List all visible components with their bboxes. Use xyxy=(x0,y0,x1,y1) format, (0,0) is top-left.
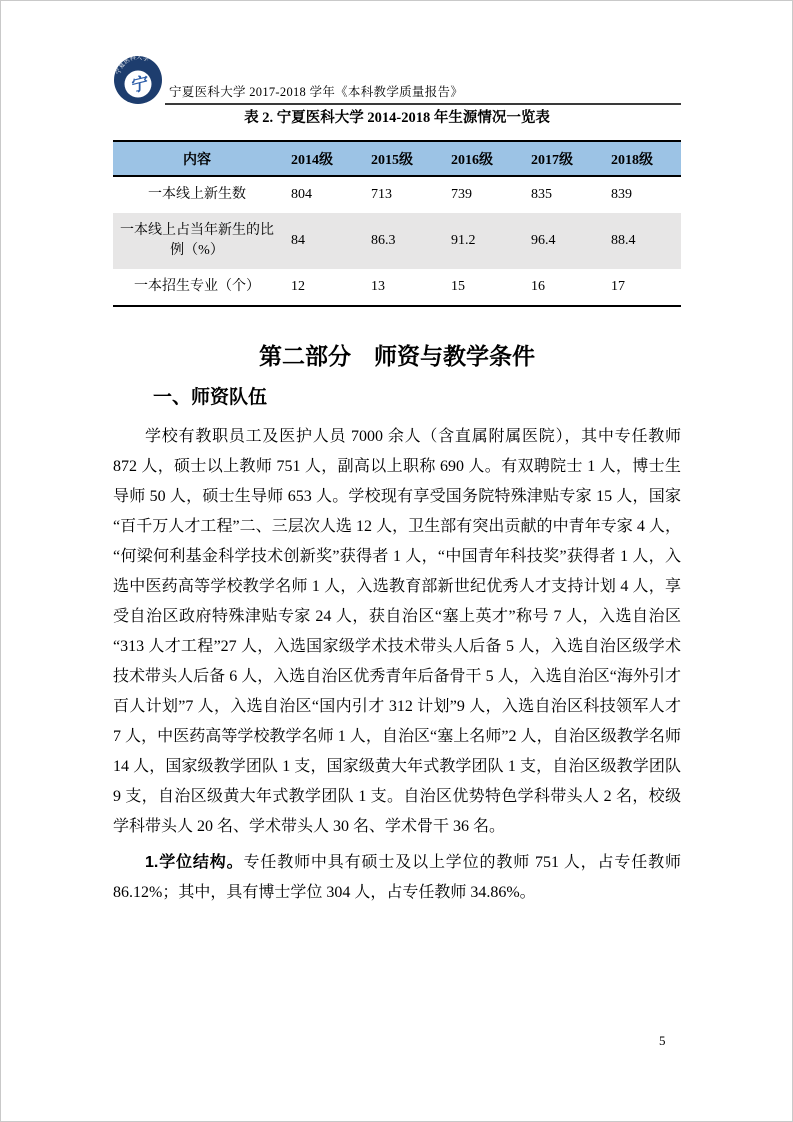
col-header-content: 内容 xyxy=(113,141,281,176)
faculty-paragraph: 学校有教职员工及医护人员 7000 余人（含直属附属医院），其中专任教师 872 人，硕士以上教师 751 人，副高以上职称 690 人。有双聘院士 1 人，博士生导师 50 人，硕士生导师 653 人。学校现有享受国务院特殊津贴专家 15 人，国家“百千万人才工程”二、三层次人选 12 人，卫生部有突出贡献的中青年专家 4 人，“何梁何利基金科学技术创新奖”获得者 1 人，“中国青年科技奖”获得者 1 人，入选中医药高等学校教学名师 1 人，入选教育部新世纪优秀人才支持计划 4 人，享受自治区政府特殊津贴专家 24 人，获自治区“塞上英才”称号 7 人，入选自治区“313 人才工程”27 人，入选国家级学术技术带头人后备 5 人，入选自治区级学术技术带头人后备 6 人，入选自治区优秀青年后备骨干 5 人，入选自治区“海外引才百人计划”7 人，入选自治区“国内引才 312 计划”9 人，入选自治区科技领军人才 7 人，中医药高等学校教学名师 1 人，自治区“塞上名师”2 人，自治区级教学名师 14 人，国家级教学团队 1 支，国家级黄大年式教学团队 1 支，自治区级教学团队 9 支，自治区级黄大年式教学团队 1 支。自治区优势特色学科带头人 2 名，校级学科带头人 20 名、学术带头人 30 名、学术骨干 36 名。 xyxy=(113,428,681,835)
page-number: 5 xyxy=(659,1033,666,1048)
col-header-2015: 2015级 xyxy=(361,141,441,176)
col-header-2017: 2017级 xyxy=(521,141,601,176)
table-row xyxy=(113,213,681,269)
row-label: 一本线上新生数 xyxy=(148,187,246,202)
cell-value: 86.3 xyxy=(371,233,396,248)
table-row xyxy=(113,269,681,306)
subsection-title: 一、师资队伍 xyxy=(153,387,268,408)
col-header-2014: 2014级 xyxy=(281,141,361,176)
cell-value: 12 xyxy=(291,279,305,294)
degree-structure-label: 1.学位结构。 xyxy=(145,854,244,871)
cell-value: 835 xyxy=(531,187,552,202)
cell-value: 713 xyxy=(371,187,392,202)
cell-value: 96.4 xyxy=(531,233,556,248)
cell-value: 88.4 xyxy=(611,233,636,248)
cell-value: 84 xyxy=(291,233,305,248)
enrollment-table xyxy=(113,140,681,307)
row-label: 一本线上占当年新生的比例（%） xyxy=(120,223,274,258)
col-header-2016: 2016级 xyxy=(441,141,521,176)
running-head xyxy=(113,1,681,105)
logo-glyph: 宁 xyxy=(127,73,149,97)
cell-value: 13 xyxy=(371,279,385,294)
cell-value: 16 xyxy=(531,279,545,294)
report-header-title: 宁夏医科大学 2017-2018 学年《本科教学质量报告》 xyxy=(165,85,681,105)
table-header-row xyxy=(113,141,681,176)
cell-value: 839 xyxy=(611,187,632,202)
table-caption: 表 2. 宁夏医科大学 2014-2018 年生源情况一览表 xyxy=(244,110,550,126)
cell-value: 17 xyxy=(611,279,625,294)
degree-structure-paragraph xyxy=(113,848,681,908)
table-row xyxy=(113,176,681,213)
part-title: 第二部分 师资与教学条件 xyxy=(259,343,535,369)
cell-value: 804 xyxy=(291,187,312,202)
col-header-2018: 2018级 xyxy=(601,141,681,176)
cell-value: 15 xyxy=(451,279,465,294)
degree-structure-text: 专任教师中具有硕士及以上学位的教师 751 人，占专任教师 86.12%；其中，具有博士学位 304 人，占专任教师 34.86%。 xyxy=(113,854,681,901)
logo-arc-text: 宁夏医科大学 xyxy=(116,55,150,76)
university-logo-icon xyxy=(113,55,163,105)
row-label: 一本招生专业（个） xyxy=(134,279,260,294)
cell-value: 739 xyxy=(451,187,472,202)
university-logo xyxy=(113,55,165,105)
cell-value: 91.2 xyxy=(451,233,476,248)
